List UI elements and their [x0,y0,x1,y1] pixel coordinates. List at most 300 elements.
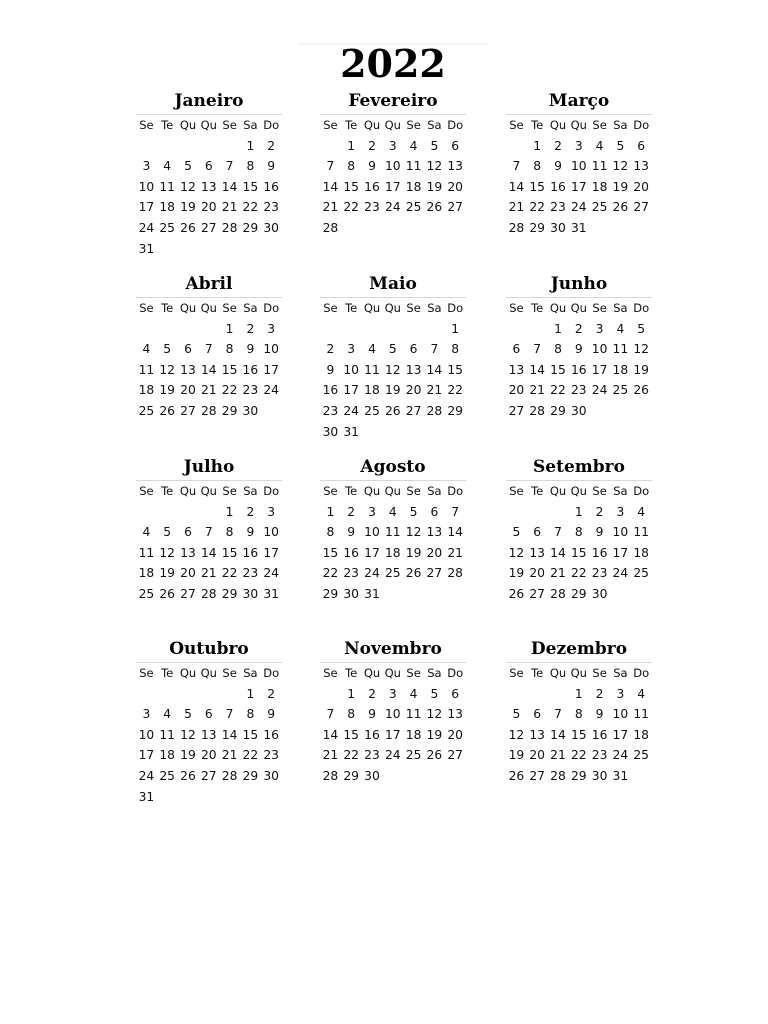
day-cell: 1 [533,138,542,153]
weekday-label: Qu [384,118,401,132]
week-row [136,401,282,422]
weekday-label: Qu [200,666,217,680]
day-cell: 24 [612,566,629,581]
day-cell: 27 [529,586,546,601]
day-cell: 13 [405,362,422,377]
day-cell: 29 [322,586,339,601]
weekday-label: Sa [243,666,258,680]
day-cell: 20 [200,748,217,763]
day-cell: 17 [591,362,608,377]
day-cell: 18 [591,179,608,194]
day-cell: 7 [430,342,439,357]
day-cell: 27 [200,220,217,235]
weekday-label: Se [509,484,524,498]
empty-day-cell [178,136,199,157]
day-cell: 15 [343,727,360,742]
weekday-label: Qu [363,301,381,315]
day-cell: 29 [221,586,238,601]
day-cell: 3 [347,342,356,357]
empty-day-cell [527,319,548,340]
day-cell: 17 [612,727,629,742]
empty-day-cell [362,422,383,443]
day-cell: 29 [550,403,566,418]
day-cell: 27 [200,768,217,783]
weekday-header [136,115,282,136]
day-cell: 23 [364,200,380,215]
week-row [320,563,466,584]
day-cell: 18 [159,200,176,215]
weekday-header [506,115,652,136]
day-cell: 29 [570,586,587,601]
day-cell: 19 [159,566,176,581]
day-cell: 2 [368,686,376,701]
weekday-label: Se [406,118,421,132]
weekday-label: Se [139,301,154,315]
weekday-label: Sa [427,118,442,132]
day-cell: 20 [405,383,422,398]
weekday-label: Qu [179,118,197,132]
empty-day-cell [198,319,219,340]
day-cell: 1 [347,138,356,153]
weekday-label: Do [263,666,280,680]
day-cell: 11 [591,159,608,174]
day-cell: 22 [343,748,360,763]
day-cell: 4 [388,504,397,519]
day-cell: 25 [612,383,629,398]
weekday-header [320,115,466,136]
day-cell: 19 [426,727,443,742]
day-cell: 2 [595,504,604,519]
month-name: Março [506,88,652,115]
day-cell: 20 [180,383,196,398]
day-cell: 16 [242,545,259,560]
day-cell: 11 [405,159,422,174]
day-cell: 20 [508,383,525,398]
day-cell: 5 [512,525,521,540]
day-cell: 2 [246,321,255,336]
weekday-label: Qu [200,301,217,315]
empty-day-cell [424,766,445,787]
week-row [136,177,282,198]
day-cell: 30 [570,403,587,418]
day-cell: 7 [204,342,213,357]
day-cell: 27 [405,403,422,418]
weekday-label: Se [139,118,154,132]
empty-day-cell [320,684,341,705]
day-cell: 27 [508,403,525,418]
day-cell: 9 [267,159,276,174]
day-cell: 12 [159,545,176,560]
day-cell: 28 [447,566,463,581]
week-row [320,177,466,198]
day-cell: 8 [347,159,356,174]
weekday-label: Te [531,484,544,498]
weekday-label: Sa [427,301,442,315]
day-cell: 24 [343,403,360,418]
day-cell: 31 [364,586,380,601]
day-cell: 12 [180,727,196,742]
weekday-label: Sa [613,118,628,132]
day-cell: 7 [326,707,335,722]
day-cell: 12 [633,342,649,357]
empty-day-cell [548,684,569,705]
day-cell: 1 [451,321,460,336]
empty-day-cell [362,218,383,239]
day-cell: 1 [326,504,335,519]
day-cell: 31 [343,424,360,439]
day-cell: 6 [451,686,460,701]
day-cell: 2 [595,686,604,701]
day-cell: 15 [221,545,238,560]
empty-day-cell [198,136,219,157]
day-cell: 4 [163,707,172,722]
day-cell: 18 [405,727,422,742]
day-cell: 12 [384,362,401,377]
weekday-label: Se [222,301,237,315]
week-row [136,380,282,401]
week-row [320,745,466,766]
month-abril [136,271,282,422]
day-cell: 10 [263,525,279,540]
weekday-label: Qu [570,118,587,132]
day-cell: 28 [550,768,566,783]
empty-day-cell [445,218,466,239]
month-name: Agosto [320,454,466,481]
empty-day-cell [445,584,466,605]
weekday-label: Se [592,484,607,498]
month-junho [506,271,652,422]
day-cell: 21 [200,383,217,398]
day-cell: 14 [426,362,443,377]
empty-day-cell [631,584,652,605]
weekday-label: Qu [363,666,381,680]
day-cell: 7 [225,159,234,174]
day-cell: 2 [246,504,255,519]
weekday-label: Se [509,666,524,680]
day-cell: 13 [200,727,217,742]
day-cell: 12 [508,727,525,742]
day-cell: 8 [246,159,255,174]
weekday-label: Sa [427,666,442,680]
week-row [320,725,466,746]
day-cell: 13 [633,159,649,174]
day-cell: 4 [409,138,418,153]
day-cell: 25 [405,748,422,763]
day-cell: 6 [409,342,418,357]
day-cell: 24 [138,768,155,783]
day-cell: 15 [529,179,546,194]
day-cell: 21 [322,748,339,763]
day-cell: 5 [637,321,646,336]
day-cell: 14 [200,545,217,560]
day-cell: 26 [159,403,176,418]
day-cell: 14 [322,179,339,194]
weekday-label: Qu [570,484,587,498]
week-row [136,725,282,746]
week-row [320,380,466,401]
month-novembro [320,636,466,787]
day-cell: 4 [163,159,172,174]
week-row [506,745,652,766]
empty-day-cell [240,239,261,260]
month-name: Abril [136,271,282,298]
weekday-label: Qu [549,118,567,132]
weekday-label: Te [345,301,358,315]
day-cell: 7 [554,525,562,540]
day-cell: 20 [447,727,463,742]
weekday-header [136,298,282,319]
day-cell: 7 [554,707,562,722]
day-cell: 1 [574,504,583,519]
day-cell: 15 [550,362,566,377]
day-cell: 9 [595,525,604,540]
day-cell: 6 [533,525,542,540]
day-cell: 25 [159,768,176,783]
day-cell: 5 [430,138,439,153]
day-cell: 4 [368,342,376,357]
day-cell: 22 [242,748,259,763]
empty-day-cell [382,218,403,239]
week-row [136,239,282,260]
weekday-label: Se [139,484,154,498]
day-cell: 21 [322,200,339,215]
day-cell: 27 [447,748,463,763]
day-cell: 9 [574,342,583,357]
day-cell: 26 [384,403,401,418]
week-row [136,563,282,584]
day-cell: 18 [384,545,401,560]
empty-day-cell [261,239,282,260]
weekday-label: Qu [384,484,401,498]
day-cell: 13 [180,362,196,377]
weekday-label: Do [447,301,464,315]
week-row [136,339,282,360]
weekday-label: Qu [384,301,401,315]
empty-day-cell [403,319,424,340]
day-cell: 11 [159,179,176,194]
day-cell: 14 [221,179,238,194]
week-row [506,319,652,340]
weekday-label: Qu [549,484,567,498]
week-row [136,745,282,766]
day-cell: 7 [204,525,213,540]
day-cell: 10 [612,707,629,722]
day-cell: 27 [633,200,649,215]
week-row [506,704,652,725]
empty-day-cell [589,401,610,422]
weekday-label: Do [633,666,650,680]
week-row [136,766,282,787]
day-cell: 24 [570,200,587,215]
day-cell: 30 [550,220,566,235]
day-cell: 30 [343,586,360,601]
day-cell: 28 [200,403,217,418]
empty-day-cell [341,319,362,340]
week-row [506,136,652,157]
empty-day-cell [424,584,445,605]
day-cell: 9 [246,342,255,357]
empty-day-cell [198,239,219,260]
day-cell: 10 [591,342,608,357]
week-row [506,401,652,422]
month-name: Fevereiro [320,88,466,115]
empty-day-cell [219,684,240,705]
empty-day-cell [506,502,527,523]
weekday-label: Te [531,301,544,315]
day-cell: 8 [225,525,234,540]
day-cell: 14 [529,362,546,377]
day-cell: 16 [322,383,339,398]
week-row [320,766,466,787]
empty-day-cell [403,766,424,787]
empty-day-cell [403,584,424,605]
weekday-label: Se [406,666,421,680]
day-cell: 6 [533,707,542,722]
day-cell: 28 [529,403,546,418]
day-cell: 2 [347,504,356,519]
weekday-label: Qu [179,484,197,498]
weekday-label: Qu [179,666,197,680]
weekday-label: Se [592,118,607,132]
month-julho [136,454,282,605]
day-cell: 6 [637,138,646,153]
weekday-label: Te [161,666,174,680]
day-cell: 31 [138,241,155,256]
empty-day-cell [403,218,424,239]
day-cell: 23 [322,403,339,418]
day-cell: 9 [595,707,604,722]
day-cell: 25 [633,566,649,581]
empty-day-cell [382,584,403,605]
weekday-label: Se [222,118,237,132]
day-cell: 19 [180,748,196,763]
month-agosto [320,454,466,605]
week-row [506,177,652,198]
week-row [320,584,466,605]
weekday-label: Se [323,301,338,315]
weekday-label: Sa [613,301,628,315]
week-row [506,502,652,523]
day-cell: 11 [159,727,176,742]
day-cell: 29 [529,220,546,235]
day-cell: 1 [574,686,583,701]
day-cell: 6 [204,159,213,174]
day-cell: 28 [426,403,443,418]
day-cell: 25 [405,200,422,215]
empty-day-cell [178,502,199,523]
day-cell: 9 [347,525,356,540]
day-cell: 16 [263,179,279,194]
day-cell: 23 [364,748,380,763]
month-days [136,319,282,422]
week-row [136,136,282,157]
day-cell: 11 [405,707,422,722]
week-row [136,218,282,239]
day-cell: 11 [138,362,155,377]
day-cell: 1 [225,504,234,519]
weekday-label: Qu [570,301,587,315]
month-janeiro [136,88,282,259]
week-row [506,684,652,705]
weekday-label: Do [447,484,464,498]
empty-day-cell [320,319,341,340]
day-cell: 11 [384,525,401,540]
day-cell: 11 [633,707,649,722]
day-cell: 29 [343,768,360,783]
empty-day-cell [527,684,548,705]
day-cell: 1 [554,321,562,336]
weekday-label: Qu [363,118,381,132]
empty-day-cell [198,787,219,808]
day-cell: 1 [225,321,234,336]
empty-day-cell [362,319,383,340]
empty-day-cell [382,319,403,340]
day-cell: 17 [570,179,587,194]
day-cell: 3 [142,159,151,174]
weekday-header [320,481,466,502]
day-cell: 8 [246,707,255,722]
empty-day-cell [178,684,199,705]
day-cell: 15 [343,179,360,194]
day-cell: 21 [447,545,463,560]
day-cell: 17 [384,179,401,194]
day-cell: 17 [364,545,380,560]
day-cell: 28 [322,220,339,235]
day-cell: 28 [550,586,566,601]
weekday-label: Se [323,666,338,680]
day-cell: 1 [246,686,255,701]
day-cell: 6 [184,342,192,357]
day-cell: 23 [591,566,608,581]
day-cell: 13 [447,159,463,174]
weekday-label: Se [509,301,524,315]
day-cell: 9 [326,362,335,377]
day-cell: 6 [184,525,192,540]
empty-day-cell [219,239,240,260]
month-name: Julho [136,454,282,481]
weekday-label: Do [263,301,280,315]
empty-day-cell [157,136,178,157]
empty-day-cell [610,401,631,422]
week-row [506,725,652,746]
week-row [320,319,466,340]
day-cell: 4 [616,321,625,336]
day-cell: 16 [364,727,380,742]
day-cell: 12 [612,159,629,174]
day-cell: 21 [508,200,525,215]
weekday-header [506,481,652,502]
empty-day-cell [610,218,631,239]
day-cell: 23 [263,748,279,763]
day-cell: 20 [426,545,443,560]
day-cell: 4 [409,686,418,701]
day-cell: 17 [263,362,279,377]
weekday-label: Qu [363,484,381,498]
day-cell: 16 [550,179,566,194]
day-cell: 17 [384,727,401,742]
week-row [320,704,466,725]
empty-day-cell [527,502,548,523]
weekday-header [136,481,282,502]
day-cell: 29 [242,768,259,783]
day-cell: 14 [508,179,525,194]
day-cell: 6 [430,504,439,519]
day-cell: 3 [616,504,625,519]
day-cell: 21 [550,566,566,581]
day-cell: 4 [637,504,646,519]
day-cell: 28 [200,586,217,601]
week-row [506,563,652,584]
